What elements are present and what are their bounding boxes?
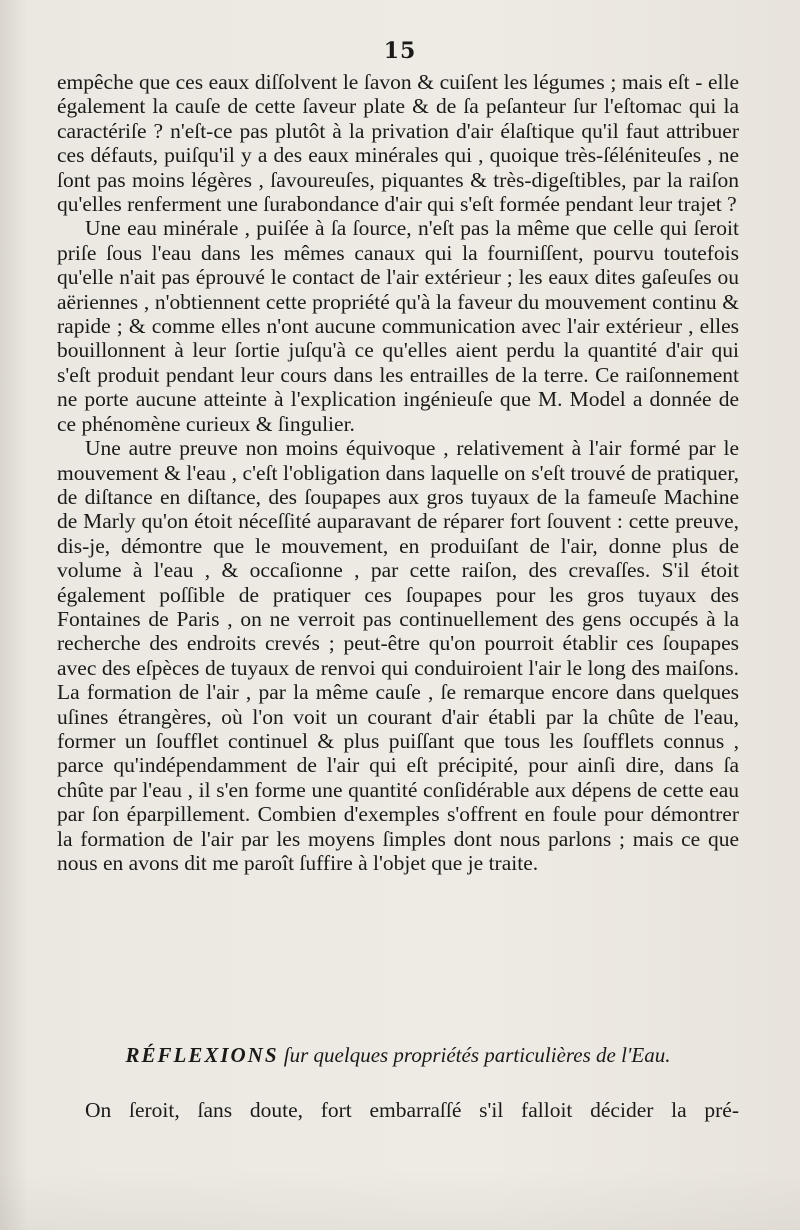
page-bottom-shade — [0, 1170, 800, 1230]
closing-line: On ſeroit, ſans doute, fort embarraſſé s'il falloit décider la pré- — [85, 1098, 739, 1122]
paragraph-1: empêche que ces eaux diſſolvent le ſavon & cuiſent les légumes ; mais eſt - elle également la cauſe de cette ſaveur plate & de ſa peſanteur ſur l'eſtomac qui la caractériſe ? n'eſt-ce pas plutôt à la privation d'air élaſtique qu'il faut attribuer ces défauts, puiſqu'il y a des eaux minérales qui , quoique très-ſéléniteuſes , ne ſont pas moins légères , ſavoureuſes, piquantes & très-digeſtibles, par la raiſon qu'elles renferment une ſurabondance d'air qui s'eſt formée pendant leur trajet ? — [57, 70, 739, 217]
page-number: 15 — [383, 38, 417, 64]
paragraph-2: Une eau minérale , puiſée à ſa ſource, n'eſt pas la même que celle qui ſeroit priſe ſous l'eau dans les mêmes canaux qui la fourniſſent, pourvu toutefois qu'elle n'ait pas éprouvé le contact de l'air extérieur ; les eaux dites gaſeuſes ou aëriennes , n'obtiennent cette propriété qu'à la faveur du mouvement continu & rapide ; & comme elles n'ont aucune communication avec l'air extérieur , elles bouillonnent à leur ſortie juſqu'à ce qu'elles aient perdu la quantité d'air qui s'eſt produit pendant leur cours dans les entrailles de la terre. Ce raiſonnement ne porte aucune atteinte à l'explication ingénieuſe que M. Model a donnée de ce phénomène curieux & ſingulier. — [57, 216, 739, 436]
paragraph-3: Une autre preuve non moins équivoque , relativement à l'air formé par le mouvement & l'eau , c'eſt l'obligation dans laquelle on s'eſt trouvé de pratiquer, de diſtance en diſtance, des ſoupapes aux gros tuyaux de la fameuſe Machine de Marly qu'on étoit néceſſité auparavant de réparer fort ſouvent : cette preuve, dis-je, démontre que le mouvement, en produiſant de l'air, donne plus de volume à l'eau , & occaſionne , par cette raiſon, des crevaſſes. S'il étoit également poſſible de pratiquer ces ſoupapes pour les gros tuyaux des Fontaines de Paris , on ne verroit pas continuellement des gens occupés à la recherche des endroits crevés ; peut-être qu'on pourroit établir ces ſoupapes avec des eſpèces de tuyaux de renvoi qui conduiroient l'air le long des maiſons. La formation de l'air , par la même cauſe , ſe remarque encore dans quelques uſines étrangères, où l'on voit un courant d'air établi par la chûte de l'eau, former un ſoufflet continuel & plus puiſſant que tous les ſoufflets connus , parce qu'indépendamment de l'air qui eſt précipité, pour ainſi dire, dans ſa chûte par l'eau , il s'en forme une quantité conſidérable aux dépens de cette eau par ſon éparpillement. Combien d'exemples s'offrent en foule pour démontrer la formation de l'air par les moyens ſimples dont nous parlons ; mais ce que nous en avons dit me paroît ſuffire à l'objet que je traite. — [57, 436, 739, 875]
section-heading-subtitle: ſur quelques propriétés particulières de l'Eau. — [278, 1043, 671, 1067]
body-text — [57, 70, 739, 875]
section-heading — [57, 1043, 739, 1068]
section-heading-caps: RÉFLEXIONS — [125, 1043, 279, 1067]
